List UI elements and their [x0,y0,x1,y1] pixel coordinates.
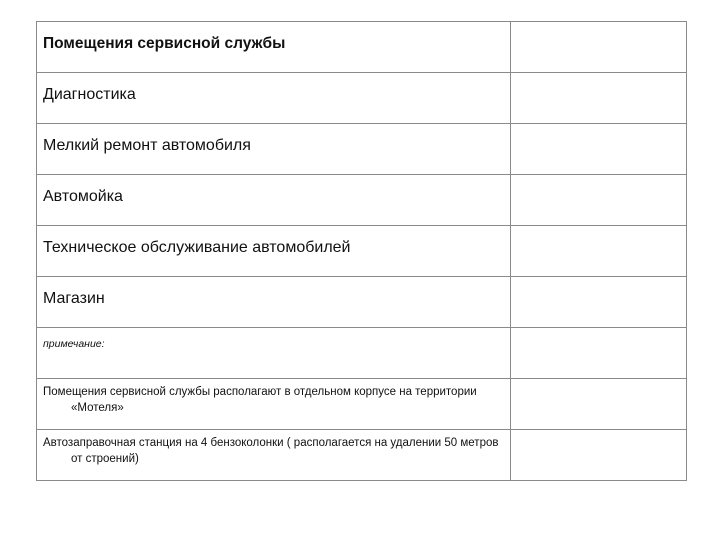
table-row [37,226,687,277]
row-label-diagnostics: Диагностика [43,86,136,103]
table-cell-value-text [511,328,686,340]
table-row [37,124,687,175]
table-cell-value-text [511,124,686,136]
table-cell-value [511,175,687,226]
table-row [37,379,687,430]
row-label-note-gas-station: Автозаправочная станция на 4 бензоколонки ( располагается на удалении 50 метров от строений) [43,437,499,465]
table-row [37,22,687,73]
table-cell-value [511,277,687,328]
row-label-shop: Магазин [43,290,105,307]
row-label-maintenance: Техническое обслуживание автомобилей [43,239,351,256]
table-cell-label [37,124,511,175]
table-cell-value [511,22,687,73]
table-cell-value [511,430,687,481]
table-cell-value [511,379,687,430]
row-label-note-building: Помещения сервисной службы располагают в отдельном корпусе на территории «Мотеля» [43,386,477,414]
service-rooms-table [36,21,687,481]
table-cell-label [37,277,511,328]
row-label-minor-repair: Мелкий ремонт автомобиля [43,137,251,154]
table-cell-label [37,328,511,379]
table-cell-value-text [511,277,686,289]
table-row [37,73,687,124]
table-cell-value-text [511,226,686,238]
table-cell-value-text [511,379,686,391]
row-label-note: примечание: [43,338,105,350]
table-row [37,277,687,328]
table-cell-value [511,328,687,379]
table-cell-value [511,226,687,277]
table-row [37,328,687,379]
table-cell-value [511,124,687,175]
table-cell-label [37,226,511,277]
table-row [37,430,687,481]
table-cell-label [37,175,511,226]
table-cell-value-text [511,73,686,85]
table-cell-value [511,73,687,124]
table-cell-label [37,430,511,481]
table-row [37,175,687,226]
table-cell-value-text [511,175,686,187]
table-header-title: Помещения сервисной службы [43,35,286,52]
table-cell-label [37,379,511,430]
table-cell-label [37,73,511,124]
table-cell-value-text [511,430,686,442]
row-label-car-wash: Автомойка [43,188,123,205]
table-cell-value-text [511,22,686,34]
table-cell-label [37,22,511,73]
